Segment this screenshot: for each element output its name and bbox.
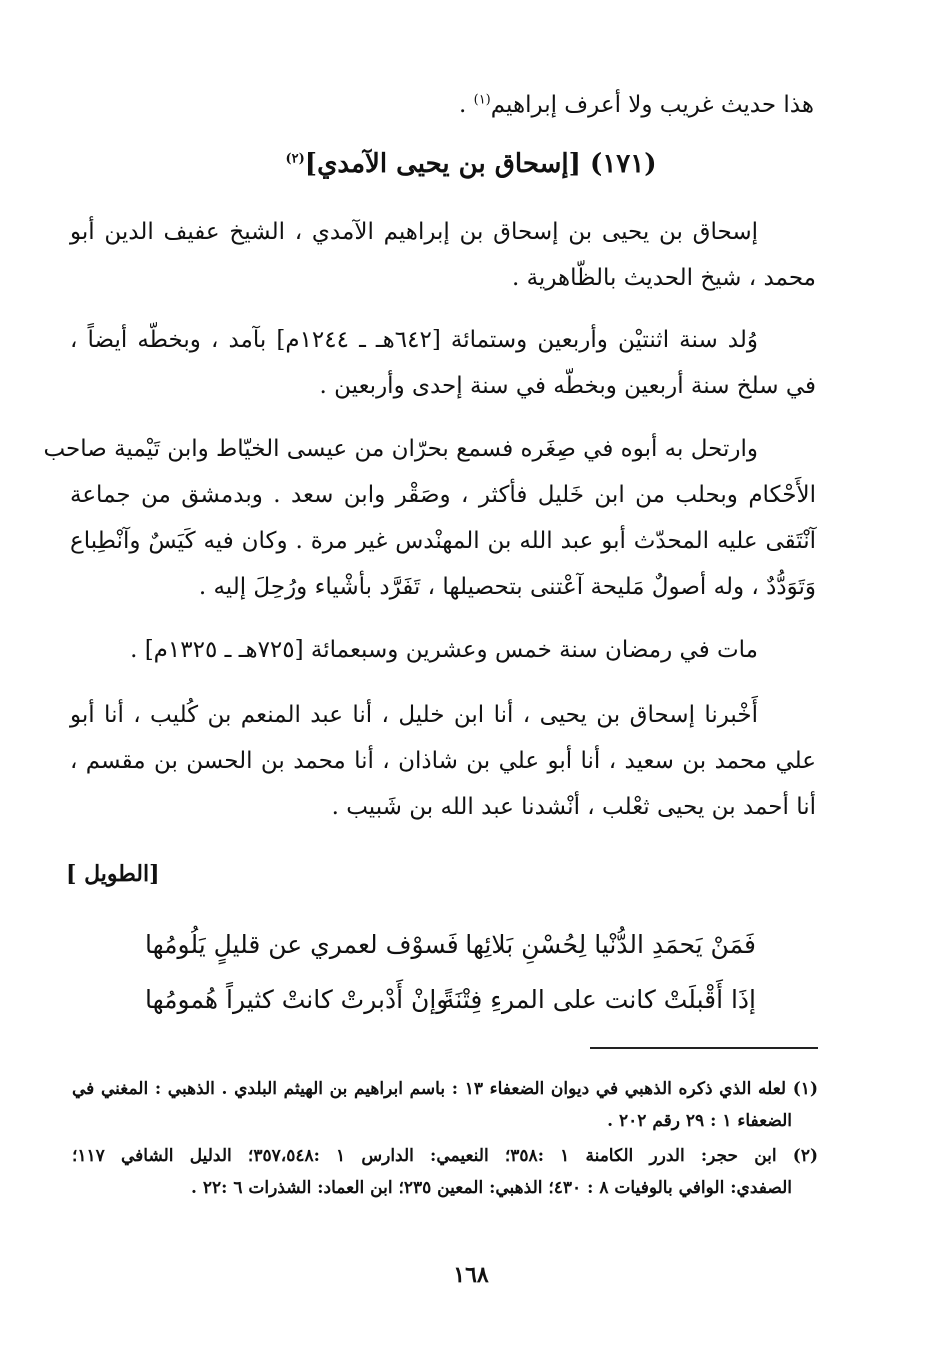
footnote-1 [72,1073,818,1137]
paragraph-line: مات في رمضان سنة خمس وعشرين وسبعمائة [٧٢٥هـ ـ ١٣٢٥م] . [130,637,758,663]
intro-line [114,82,814,128]
paragraph-line: وارتحل به أبوه في صِغَره فسمع بحرّان من عيسى الخيّاط وابن تَيْمية صاحب [43,436,758,462]
footnote-divider [590,1047,818,1049]
paragraph-line: الأَحْكام وبحلب من ابن خَليل فأكثر ، وصَقْر وابن سعد . وبدمشق من جماعة [70,482,816,508]
paragraph-line: وُلد سنة اثنتيْن وأربعين وستمائة [٦٤٢هـ ـ ١٢٤٤م] بآمد ، وبخطّه أيضاً ، [70,327,758,353]
paragraph-birth-cont [70,363,816,409]
footnote-2 [72,1140,818,1204]
paragraph-line: أنا أحمد بن يحيى ثعْلب ، أنْشدنا عبد الله بن شَبيب . [331,794,816,820]
footnote-line: (١) لعله الذي ذكره الذهبي في ديوان الضعفاء ١٣ : باسم ابراهيم بن الهيثم البلدي . الذهبي : المغني في [72,1079,818,1099]
poetry-meter-label: [ الطويل] [66,861,160,887]
footnote-line: الضعفاء ١ : ٢٩ رقم ٢٠٢ . [607,1111,792,1131]
verse-1-second-hemistich: فَسوْف لعمري عن قليلٍ يَلُومُها [145,930,459,959]
footnote-ref-1: (١) [473,92,491,108]
intro-end: . [458,92,474,118]
intro-text: هذا حديث غريب ولا أعرف إبراهيم [490,92,814,118]
paragraph-travels-cont [70,472,816,610]
verse-1-first-hemistich: فَمَنْ يَحمَدِ الدُّنْيا لِحُسْنِ بَلائِها [465,930,756,959]
paragraph-line: في سلخ سنة أربعين وبخطّه في سنة إحدى وأربعين . [319,373,816,399]
paragraph-biography-name [70,209,758,255]
paragraph-travels [43,426,758,472]
footnote-line: الصفدي: الوافي بالوفيات ٨ : ٤٣٠؛ الذهبي: المعين ٢٣٥؛ ابن العماد: الشذرات ٦ :٢٢ . [191,1178,792,1198]
paragraph-line: آنْتَقى عليه المحدّث أبو عبد الله بن المهنْدس غير مرة . وكان فيه كَيَسٌ وآنْطِباع [70,528,816,554]
verse-2-second-hemistich: وإنْ أَدْبرتْ كانتْ كثيراً هُمومُها [145,985,449,1014]
paragraph-line: أَخْبرنا إسحاق بن يحيى ، أنا ابن خليل ، أنا عبد المنعم بن كُليب ، أنا أبو [70,702,758,728]
paragraph-isnad [70,692,758,738]
footnote-ref-2: (٢) [285,151,305,167]
verse-2-first-hemistich: إذَا أَقْبلَتْ كانت على المرءِ فِتْنَةً [441,985,756,1014]
paragraph-line: علي محمد بن سعيد ، أنا أبو علي بن شاذان ، أنا محمد بن الحسن بن مقسم ، [70,748,816,774]
page-number: ١٦٨ [453,1262,489,1288]
paragraph-line: وَتَوَدُّدٌ ، وله أصولٌ مَليحة آعْتنى بتحصيلها ، تَفَرَّد بأشْياء ورُحِلَ إليه . [198,574,816,600]
footnote-line: (٢) ابن حجر: الدرر الكامنة ١ :٣٥٨؛ النعيمي: الدارس ١ :٣٥٧،٥٤٨؛ الدليل الشافي ١١٧؛ [72,1146,818,1166]
paragraph-biography-name-cont [70,255,816,301]
entry-title [200,142,742,186]
paragraph-line: إسحاق بن يحيى بن إسحاق بن إبراهيم الآمدي ، الشيخ عفيف الدين أبو [70,219,758,245]
paragraph-line: محمد ، شيخ الحديث بالظّاهرية . [511,265,816,291]
paragraph-isnad-cont [70,738,816,830]
paragraph-birth [70,317,758,363]
entry-title-text: (١٧١) [إسحاق بن يحيى الآمدي] [304,149,657,179]
paragraph-death [70,627,758,673]
